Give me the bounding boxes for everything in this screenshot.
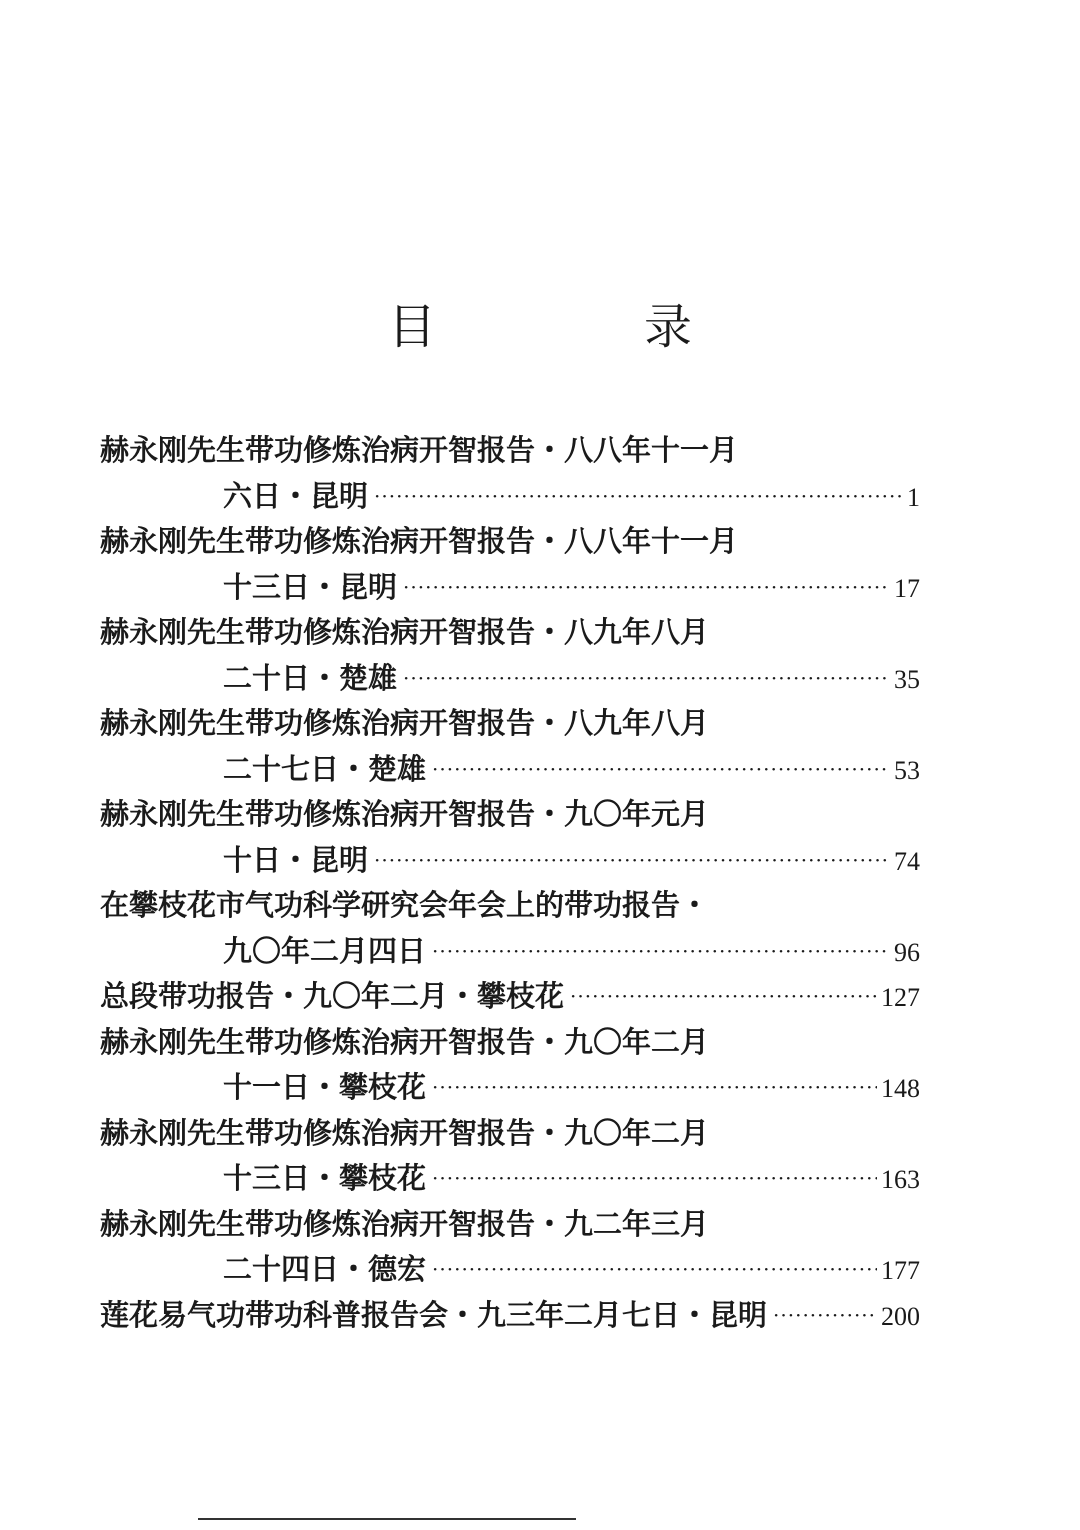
toc-entry-title: 赫永刚先生带功修炼治病开智报告・八八年十一月 — [100, 524, 739, 558]
toc-entry-subtitle: 十日・昆明 — [223, 842, 369, 877]
dot-leader — [432, 747, 890, 793]
toc-entry-title: 在攀枝花市气功科学研究会年会上的带功报告・ — [100, 888, 710, 922]
toc-entry-title: 赫永刚先生带功修炼治病开智报告・九二年三月 — [100, 1206, 710, 1241]
toc-entry-7[interactable] — [100, 974, 920, 1020]
toc-page-number: 127 — [881, 983, 920, 1012]
toc-entry-subtitle: 十三日・昆明 — [223, 569, 398, 604]
toc-entry-title: 赫永刚先生带功修炼治病开智报告・九〇年二月 — [100, 1115, 710, 1150]
toc-entry-9[interactable] — [100, 1111, 920, 1202]
toc-entry-8[interactable] — [100, 1020, 920, 1111]
toc-page-number: 163 — [881, 1165, 920, 1194]
toc-entry-title: 赫永刚先生带功修炼治病开智报告・八九年八月 — [100, 706, 710, 740]
toc-entry-title: 莲花易气功带功科普报告会・九三年二月七日・昆明 — [100, 1297, 768, 1332]
toc-entry-3[interactable] — [100, 610, 920, 701]
toc-page-number: 200 — [881, 1301, 920, 1331]
dot-leader — [432, 1156, 877, 1202]
toc-entry-title: 总段带功报告・九〇年二月・攀枝花 — [100, 979, 565, 1013]
dot-leader — [374, 474, 903, 520]
dot-leader — [403, 656, 890, 702]
dot-leader — [432, 1065, 877, 1111]
dot-leader — [432, 1247, 877, 1293]
toc-entry-title: 赫永刚先生带功修炼治病开智报告・九〇年元月 — [100, 797, 710, 831]
bottom-rule — [198, 1518, 576, 1520]
toc-page-number: 148 — [881, 1074, 920, 1103]
toc-entry-5[interactable] — [100, 792, 920, 883]
dot-leader — [374, 838, 890, 884]
toc-page-number: 177 — [881, 1256, 920, 1285]
toc-entry-subtitle: 二十日・楚雄 — [223, 660, 398, 695]
toc-entry-subtitle: 十三日・攀枝花 — [223, 1161, 427, 1195]
toc-entry-10[interactable] — [100, 1202, 920, 1293]
dot-leader — [570, 974, 877, 1020]
dot-leader — [432, 929, 890, 975]
page-title: 目 录 — [387, 299, 772, 355]
toc-entry-subtitle: 二十七日・楚雄 — [223, 751, 427, 786]
table-of-contents — [100, 428, 920, 1338]
dot-leader — [773, 1293, 877, 1339]
dot-leader — [403, 565, 890, 611]
toc-page-number: 35 — [894, 664, 920, 694]
toc-entry-subtitle: 十一日・攀枝花 — [223, 1070, 427, 1104]
toc-entry-1[interactable] — [100, 428, 920, 519]
toc-page-number: 96 — [894, 937, 920, 967]
toc-page-number: 74 — [894, 846, 920, 876]
toc-entry-title: 赫永刚先生带功修炼治病开智报告・九〇年二月 — [100, 1024, 710, 1059]
toc-entry-subtitle: 六日・昆明 — [223, 478, 369, 513]
toc-entry-title: 赫永刚先生带功修炼治病开智报告・八八年十一月 — [100, 433, 739, 467]
toc-entry-title: 赫永刚先生带功修炼治病开智报告・八九年八月 — [100, 615, 710, 649]
toc-page-number: 1 — [907, 482, 920, 512]
toc-entry-6[interactable] — [100, 883, 920, 974]
toc-entry-4[interactable] — [100, 701, 920, 792]
toc-entry-subtitle: 二十四日・德宏 — [223, 1252, 427, 1286]
toc-page-number: 17 — [894, 573, 920, 603]
toc-entry-subtitle: 九〇年二月四日 — [223, 933, 427, 968]
toc-entry-2[interactable] — [100, 519, 920, 610]
toc-entry-11[interactable] — [100, 1293, 920, 1339]
toc-page-number: 53 — [894, 755, 920, 785]
